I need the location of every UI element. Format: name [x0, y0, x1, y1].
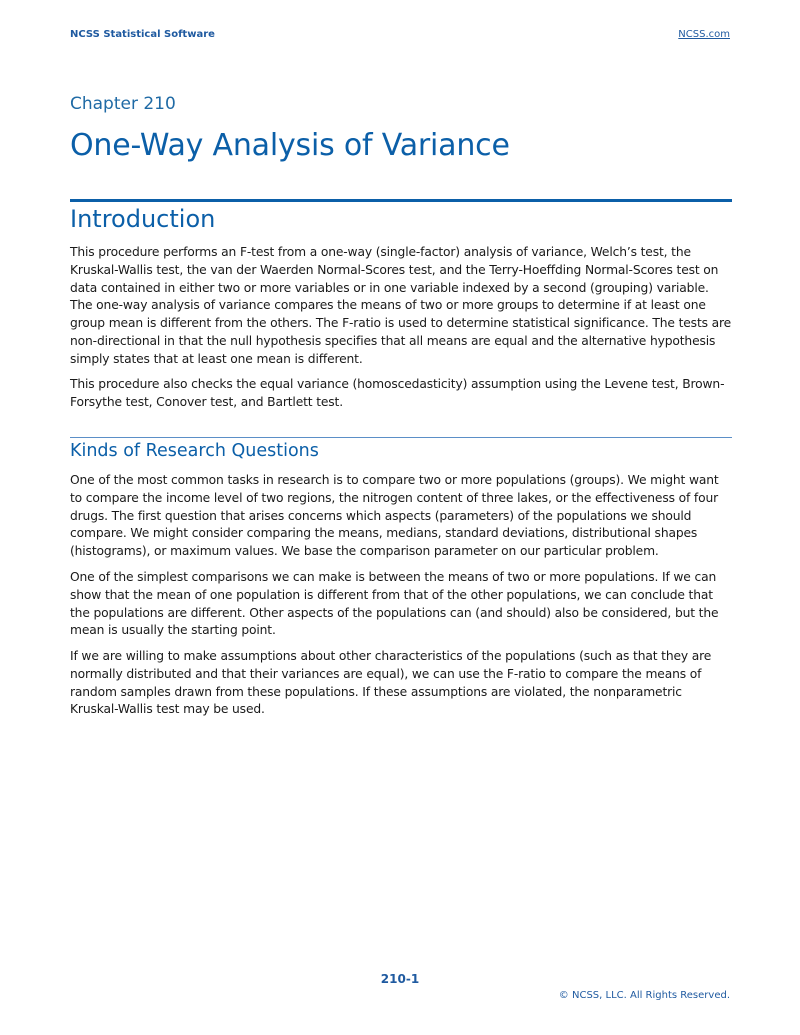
intro-paragraph: This procedure also checks the equal variance (homoscedasticity) assumption using the Levene test, Brown-Forsythe test, Conover test, and Bartlett test. [70, 377, 725, 409]
research-paragraph: One of the simplest comparisons we can make is between the means of two or more populations. If we can show that the mean of one population is different from that of the other populations, we can conclude that the populations are different. Other aspects of the populations can (and should) also be considered, but the mean is usually the starting point. [70, 570, 719, 638]
section-heading-introduction: Introduction [70, 205, 216, 233]
website-link[interactable]: NCSS.com [678, 29, 730, 40]
research-paragraph: If we are willing to make assumptions about other characteristics of the populations (such as that they are normally distributed and that their variances are equal), we can use the F-ratio to compare the means of random samples drawn from these populations. If these assumptions are violated, the nonparametric Kruskal-Wallis test may be used. [70, 649, 712, 717]
copyright-notice: © NCSS, LLC. All Rights Reserved. [558, 990, 730, 1001]
intro-paragraph: This procedure performs an F-test from a one-way (single-factor) analysis of variance, Welch’s test, the Kruskal-Wallis test, the van der Waerden Normal-Scores test, and the Terry-Hoeffding Normal-Scores test on data contained in either two or more variables or in one variable indexed by a second (grouping) variable. The one-way analysis of variance compares the means of two or more groups to determine if at least one group mean is different from the others. The F-ratio is used to determine statistical significance. The tests are non-directional in that the null hypothesis specifies that all means are equal and the alternative hypothesis simply states that at least one mean is different. [70, 245, 732, 366]
chapter-label: Chapter 210 [70, 94, 176, 114]
section-heading-research-questions: Kinds of Research Questions [70, 441, 319, 461]
research-paragraph: One of the most common tasks in research is to compare two or more populations (groups). We might want to compare the income level of two regions, the nitrogen content of three lakes, or the effectiveness of four drugs. The first question that arises concerns which aspects (parameters) of the populations we should compare. We might consider comparing the means, medians, standard deviations, distributional shapes (histograms), or maximum values. We base the comparison parameter on our particular problem. [70, 473, 719, 559]
publisher-name: NCSS Statistical Software [70, 29, 215, 40]
document-title: One-Way Analysis of Variance [70, 128, 510, 163]
running-header [70, 29, 730, 43]
section-divider [70, 437, 732, 438]
title-divider [70, 199, 732, 202]
page-number: 210-1 [380, 972, 420, 986]
